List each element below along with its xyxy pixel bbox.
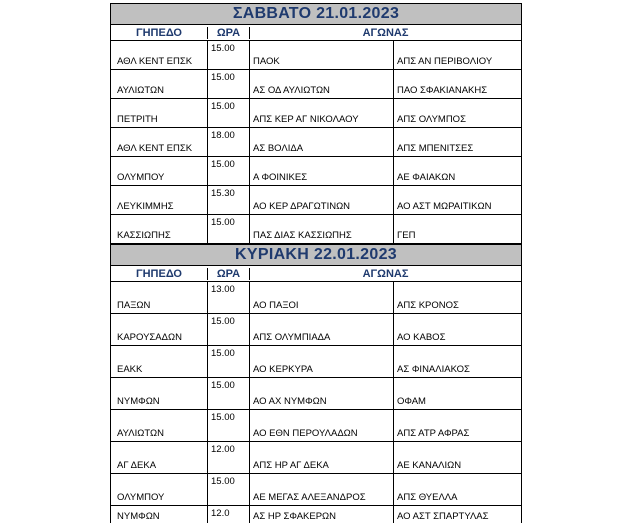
matches-header: ΑΓΩΝΑΣ [362,26,409,39]
venue-cell: ΑΓ ΔΕΚΑ [111,442,208,473]
table-row [111,215,521,244]
table-row [111,378,521,410]
time-cell: 15.30 [208,186,250,214]
away-team-cell: ΑΠΣ ΜΠΕΝΙΤΣΕΣ [393,128,521,156]
venue-cell: ΚΑΣΣΙΩΠΗΣ [111,215,208,243]
venue-header: ΓΗΠΕΔΟ [111,268,208,280]
time-header: ΩΡΑ [208,27,250,39]
table-row [111,41,521,70]
time-cell: 18.00 [208,128,250,156]
time-header: ΩΡΑ [208,268,250,280]
venue-cell: ΑΥΛΙΩΤΩΝ [111,410,208,441]
time-cell: 15.00 [208,474,250,505]
table-row [111,410,521,442]
away-team-cell: ΑΕ ΚΑΝΑΛΙΩΝ [393,442,521,473]
away-team-cell: ΑΠΣ ΑΤΡ ΑΦΡΑΣ [393,410,521,441]
time-cell: 15.00 [208,70,250,98]
sunday-title: ΚΥΡΙΑΚΗ 22.01.2023 [111,244,521,266]
home-team-cell: ΑΟ ΑΧ ΝΥΜΦΩΝ [253,396,327,407]
table-row [111,346,521,378]
table-row [111,99,521,128]
away-team-cell: ΑΟ ΚΑΒΟΣ [393,314,521,345]
saturday-column-headers [111,25,521,41]
sunday-column-headers [111,266,521,282]
time-cell: 15.00 [208,410,250,441]
sunday-rows [111,282,521,523]
time-cell: 13.00 [208,282,250,313]
time-cell: 12.0 [208,506,250,523]
venue-cell: ΑΥΛΙΩΤΩΝ [111,70,208,98]
away-team-cell: ΑΠΣ ΟΛΥΜΠΟΣ [393,99,521,127]
venue-cell: ΛΕΥΚΙΜΜΗΣ [111,186,208,214]
home-team-cell: ΑΟ ΠΑΞΟΙ [253,300,299,311]
away-team-cell: ΑΠΣ ΘΥΕΛΛΑ [393,474,521,505]
home-team-cell: ΑΠΣ ΟΛΥΜΠΙΑΔΑ [253,332,331,343]
venue-cell: ΠΕΤΡΙΤΗ [111,99,208,127]
time-cell: 15.00 [208,314,250,345]
home-team-cell: ΠΑΟΚ [253,56,280,67]
table-row [111,282,521,314]
table-row [111,442,521,474]
home-team-cell: ΑΣ ΟΔ ΑΥΛΙΩΤΩΝ [253,85,330,96]
home-team-cell: ΑΟ ΚΕΡΚΥΡΑ [253,364,313,375]
away-team-cell: ΟΦΑΜ [393,378,521,409]
time-cell: 15.00 [208,215,250,243]
away-team-cell: ΑΣ ΦΙΝΑΛΙΑΚΟΣ [393,346,521,377]
venue-cell: ΕΑΚΚ [111,346,208,377]
away-team-cell: ΑΠΣ ΑΝ ΠΕΡΙΒΟΛΙΟΥ [393,41,521,69]
table-row [111,314,521,346]
home-team-cell: Α ΦΟΙΝΙΚΕΣ [253,172,308,183]
home-team-cell: ΑΠΣ ΗΡ ΑΓ ΔΕΚΑ [253,460,329,471]
table-row [111,128,521,157]
home-team-cell: ΑΣ ΗΡ ΣΦΑΚΕΡΩΝ [253,511,336,522]
schedule-sheet [110,3,522,523]
venue-cell: ΟΛΥΜΠΟΥ [111,474,208,505]
saturday-rows [111,41,521,244]
time-cell: 12.00 [208,442,250,473]
table-row [111,186,521,215]
saturday-title: ΣΑΒΒΑΤΟ 21.01.2023 [111,3,521,25]
venue-cell: ΚΑΡΟΥΣΑΔΩΝ [111,314,208,345]
home-team-cell: ΑΕ ΜΕΓΑΣ ΑΛΕΞΑΝΔΡΟΣ [253,492,366,503]
time-cell: 15.00 [208,157,250,185]
home-team-cell: ΑΠΣ ΚΕΡ ΑΓ ΝΙΚΟΛΑΟΥ [253,114,359,125]
home-team-cell: ΠΑΣ ΔΙΑΣ ΚΑΣΣΙΩΠΗΣ [253,230,352,241]
venue-cell: ΑΘΛ ΚΕΝΤ ΕΠΣΚ [111,128,208,156]
venue-cell: ΑΘΛ ΚΕΝΤ ΕΠΣΚ [111,41,208,69]
venue-cell: ΝΥΜΦΩΝ [111,506,208,523]
away-team-cell: ΑΕ ΦΑΙΑΚΩΝ [393,157,521,185]
away-team-cell: ΠΑΟ ΣΦΑΚΙΑΝΑΚΗΣ [393,70,521,98]
venue-header: ΓΗΠΕΔΟ [111,27,208,39]
table-row [111,474,521,506]
table-row [111,70,521,99]
venue-cell: ΠΑΞΩΝ [111,282,208,313]
time-cell: 15.00 [208,378,250,409]
away-team-cell: ΓΕΠ [393,215,521,243]
away-team-cell: ΑΠΣ ΚΡΟΝΟΣ [393,282,521,313]
away-team-cell: ΑΟ ΑΣΤ ΣΠΑΡΤΥΛΑΣ [393,506,521,523]
venue-cell: ΝΥΜΦΩΝ [111,378,208,409]
time-cell: 15.00 [208,41,250,69]
venue-cell: ΟΛΥΜΠΟΥ [111,157,208,185]
home-team-cell: ΑΟ ΕΘΝ ΠΕΡΟΥΛΑΔΩΝ [253,428,358,439]
time-cell: 15.00 [208,346,250,377]
table-row [111,157,521,186]
away-team-cell: ΑΟ ΑΣΤ ΜΩΡΑΙΤΙΚΩΝ [393,186,521,214]
table-row [111,506,521,523]
time-cell: 15.00 [208,99,250,127]
home-team-cell: ΑΣ ΒΟΛΙΔΑ [253,143,304,154]
matches-header: ΑΓΩΝΑΣ [362,267,409,280]
home-team-cell: ΑΟ ΚΕΡ ΔΡΑΓΩΤΙΝΩΝ [253,201,351,212]
